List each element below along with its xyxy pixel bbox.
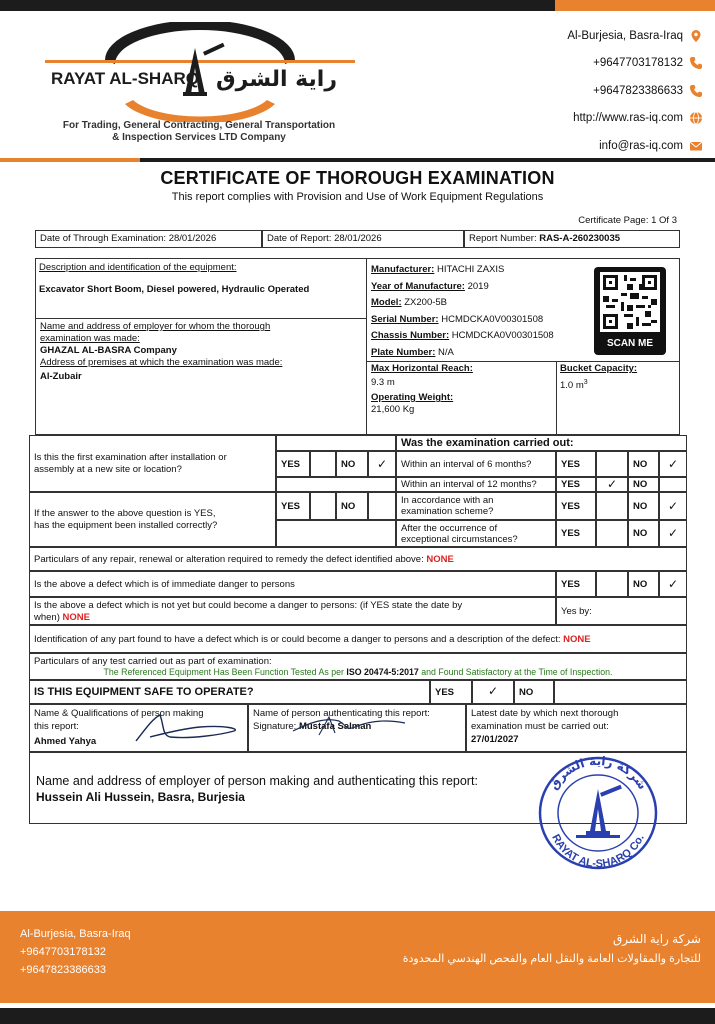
future-text-1: Is the above a defect which is not yet but could become a danger to persons: (if YES state the date by	[34, 600, 463, 611]
yes-by-cell: Yes by:	[556, 597, 687, 625]
int12-no-box[interactable]	[659, 477, 687, 492]
document-title: CERTIFICATE OF THOROUGH EXAMINATION	[160, 168, 555, 188]
int12-yes-label: YES	[556, 477, 596, 492]
auth-label: Name of person authenticating this report:	[253, 708, 430, 719]
maker-signature	[130, 711, 240, 745]
year-value: 2019	[467, 280, 489, 292]
specs-divider	[367, 361, 680, 362]
danger-text: Is the above a defect which is of immediate danger to persons	[29, 571, 556, 597]
maker-label-1: Name & Qualifications of person making	[34, 708, 204, 719]
serial-value: HCMDCKA0V00301508	[441, 313, 544, 325]
maker-value: Ahmed Yahya	[34, 736, 97, 747]
maker-label-2: this report:	[34, 721, 79, 732]
auth-signature-label: Signature:	[253, 721, 297, 732]
q2-line-2: has the equipment been installed correctly?	[34, 520, 218, 531]
report-date-cell	[262, 230, 464, 248]
footer-arabic	[403, 929, 701, 969]
test-text: Particulars of any test carried out as part of examination:	[34, 656, 272, 667]
exceptional-label	[396, 520, 556, 547]
employer-label-1: Name and address of employer for whom the thorough	[40, 321, 271, 332]
int6-no-label: NO	[628, 451, 659, 477]
employer-block	[40, 321, 365, 383]
logo-text-ar: راية الشرق	[215, 67, 337, 92]
contact-email[interactable]: info@ras-iq.com	[599, 139, 683, 152]
q2-no-box[interactable]	[368, 492, 396, 520]
exceptional-label-1: After the occurrence of	[401, 523, 498, 534]
manufacturer-label: Manufacturer:	[371, 264, 435, 275]
contact-address: Al-Burjesia, Basra-Iraq	[567, 29, 683, 42]
safe-no-box[interactable]	[554, 680, 687, 704]
first-exam-question	[29, 435, 276, 492]
auth-cell	[248, 704, 466, 752]
logo-text-en: RAYAT AL-SHARQ	[51, 69, 199, 88]
plate-label: Plate Number:	[371, 346, 436, 358]
exam-date-cell	[35, 230, 262, 248]
report-number-cell	[464, 230, 680, 248]
q2-spacer-bottom	[276, 520, 396, 547]
safe-no-label: NO	[514, 680, 554, 704]
header-separator	[0, 158, 715, 162]
company-logo	[45, 22, 355, 152]
next-label-1: Latest date by which next thorough	[471, 708, 619, 719]
document-subtitle: This report complies with Provision and Use of Work Equipment Regulations	[171, 191, 544, 203]
top-bar-accent	[555, 0, 715, 11]
serial-row	[371, 312, 591, 329]
plate-value: N/A	[438, 346, 454, 358]
next-exam-cell	[466, 704, 687, 752]
contact-phone-2: +9647823386633	[593, 84, 683, 97]
danger-yes-box[interactable]	[596, 571, 628, 597]
danger-no-check[interactable]: ✓	[659, 571, 687, 597]
model-label: Model:	[371, 297, 402, 308]
safe-yes-check[interactable]: ✓	[472, 680, 514, 704]
maker-cell	[29, 704, 248, 752]
plate-row	[371, 345, 591, 362]
globe-icon	[689, 111, 703, 125]
scheme-yes-label: YES	[556, 492, 596, 520]
interval-12-label: Within an interval of 12 months?	[396, 477, 556, 492]
top-bar	[0, 0, 715, 11]
interval-6-label: Within an interval of 6 months?	[396, 451, 556, 477]
int6-yes-box[interactable]	[596, 451, 628, 477]
exceptional-yes-label: YES	[556, 520, 596, 547]
chassis-value: HCMDCKA0V00301508	[451, 330, 554, 341]
footer-ar-line-2: للتجارة والمقاولات العامة والنقل العام والفحص الهندسي المحدودة	[402, 953, 701, 965]
test-row	[29, 653, 687, 680]
scheme-label-2: examination scheme?	[401, 506, 494, 517]
model-row	[371, 295, 591, 312]
repair-text: Particulars of any repair, renewal or alteration required to remedy the defect identified above:	[34, 554, 424, 565]
chassis-label: Chassis Number:	[371, 330, 450, 341]
exceptional-no-check[interactable]: ✓	[659, 520, 687, 547]
report-date-label: Date of Report:	[267, 233, 332, 244]
ident-value: NONE	[563, 634, 591, 645]
reach-label: Max Horizontal Reach:	[371, 363, 473, 374]
footer-phone-1: +9647703178132	[20, 946, 106, 958]
bucket-label: Bucket Capacity:	[560, 363, 638, 374]
premises-label: Address of premises at which the examination was made:	[40, 357, 283, 368]
company-stamp	[536, 753, 660, 871]
location-pin-icon	[689, 29, 703, 43]
future-value: NONE	[62, 612, 90, 623]
phone-icon	[689, 56, 703, 70]
employer-label-2: examination was made:	[40, 333, 140, 344]
bucket-block	[560, 363, 675, 392]
reach-value: 9.3 m	[371, 377, 395, 388]
chassis-row	[371, 328, 591, 345]
email-icon	[689, 139, 703, 153]
weight-value: 21,600 Kg	[371, 404, 415, 415]
footer-address: Al-Burjesia, Basra-Iraq	[20, 928, 131, 940]
contact-phone-1: +9647703178132	[593, 57, 683, 70]
bottom-bar	[0, 1008, 715, 1024]
q2-line-1: If the answer to the above question is YES,	[34, 508, 216, 519]
repair-row	[29, 547, 687, 571]
equipment-specs	[371, 262, 591, 361]
header-contact	[483, 22, 703, 160]
contact-website[interactable]: http://www.ras-iq.com	[573, 112, 683, 125]
manufacturer-value: HITACHI ZAXIS	[436, 264, 505, 275]
ident-text: Identification of any part found to have a defect which is or could become a danger to persons and a description of the defect:	[34, 634, 561, 645]
repair-value: NONE	[426, 554, 454, 565]
test-iso: ISO 20474-5:2017	[346, 667, 419, 677]
q1-line-2: assembly at a new site or location?	[34, 464, 182, 475]
footer-ar-line-1: شركة راية الشرق	[612, 932, 701, 946]
scheme-no-label: NO	[628, 492, 659, 520]
carried-out-title: Was the examination carried out:	[396, 435, 687, 451]
int12-no-label: NO	[628, 477, 659, 492]
q2-no-label: NO	[336, 492, 368, 520]
q2-yes-box[interactable]	[310, 492, 336, 520]
certificate-page: Certificate Page: 1 Of 3	[578, 215, 677, 226]
installed-question	[29, 492, 276, 547]
q1-yes-box[interactable]	[310, 451, 336, 477]
auth-signature	[289, 709, 409, 739]
test-result-1: The Referenced Equipment Has Been Function Tested As per	[103, 667, 344, 677]
model-value: ZX200-5B	[404, 297, 448, 308]
danger-no-label: NO	[628, 571, 659, 597]
employer-auth-value: Hussein Ali Hussein, Basra, Burjesia	[36, 790, 245, 804]
employer-value: GHAZAL AL-BASRA Company	[40, 345, 177, 356]
qr-caption: SCAN ME	[606, 338, 654, 349]
qr-code-graphic	[600, 272, 660, 332]
logo-tagline	[49, 120, 349, 144]
auth-value: Mustafa Salman	[298, 721, 372, 732]
footer-phone-2: +9647823386633	[20, 964, 106, 976]
separator-accent	[0, 158, 140, 162]
q1-no-check[interactable]: ✓	[368, 451, 396, 477]
q1-spacer	[276, 435, 396, 451]
bucket-row	[560, 377, 675, 392]
test-result-2: and Found Satisfactory at the Time of Inspection.	[421, 667, 613, 677]
q2-yes-label: YES	[276, 492, 310, 520]
safe-question: IS THIS EQUIPMENT SAFE TO OPERATE?	[29, 680, 430, 704]
qr-code[interactable]	[594, 267, 666, 355]
test-result	[34, 667, 682, 678]
equipment-divider	[36, 318, 366, 319]
q1-line-1: Is this the first examination after installation or	[34, 452, 227, 463]
bucket-unit-sup: 3	[583, 379, 588, 386]
future-danger-text	[29, 597, 556, 625]
report-number-label: Report Number:	[469, 233, 537, 244]
exam-date-label: Date of Through Examination:	[40, 233, 167, 244]
tagline-line-2: & Inspection Services LTD Company	[112, 132, 286, 143]
reach-weight-block	[371, 363, 551, 416]
danger-yes-label: YES	[556, 571, 596, 597]
bucket-value: 1.0 m	[560, 380, 584, 392]
stamp-english-text: RAYAT AL-SHARQ Co.	[549, 832, 647, 871]
scheme-yes-box[interactable]	[596, 492, 628, 520]
exceptional-no-label: NO	[628, 520, 659, 547]
stamp-arabic-text: شركة راية الشرق	[546, 753, 650, 793]
tagline-line-1: For Trading, General Contracting, General Transportation	[62, 120, 336, 131]
exceptional-label-2: exceptional circumstances?	[401, 534, 518, 545]
phone-icon	[689, 84, 703, 98]
serial-label: Serial Number:	[371, 313, 439, 325]
report-number-value: RAS-A-260230035	[539, 233, 621, 244]
q1-spacer-bottom	[276, 477, 396, 492]
footer-contact	[20, 925, 131, 979]
int6-no-check[interactable]: ✓	[659, 451, 687, 477]
next-label-2: examination must be carried out:	[471, 721, 609, 732]
next-value: 27/01/2027	[471, 734, 519, 745]
year-row	[371, 279, 591, 296]
manufacturer-row	[371, 262, 591, 279]
year-label: Year of Manufacture:	[371, 280, 465, 292]
premises-value: Al-Zubair	[40, 371, 82, 382]
scheme-no-check[interactable]: ✓	[659, 492, 687, 520]
logo-graphic	[45, 22, 355, 122]
q1-no-label: NO	[336, 451, 368, 477]
employer-auth-label: Name and address of employer of person making and authenticating this report:	[36, 774, 478, 788]
future-text-2: when)	[34, 612, 60, 623]
equipment-desc-label: Description and identification of the equipment:	[39, 262, 237, 273]
exceptional-yes-box[interactable]	[596, 520, 628, 547]
scheme-label	[396, 492, 556, 520]
q1-yes-label: YES	[276, 451, 310, 477]
report-date-value: 28/01/2026	[334, 233, 382, 244]
footer	[0, 911, 715, 1003]
weight-label: Operating Weight:	[371, 392, 454, 403]
ident-row	[29, 625, 687, 653]
scheme-label-1: In accordance with an	[401, 495, 494, 506]
int12-yes-check[interactable]: ✓	[596, 477, 628, 492]
specs-vdivider	[556, 361, 557, 435]
safe-yes-label: YES	[430, 680, 472, 704]
int6-yes-label: YES	[556, 451, 596, 477]
equipment-desc-value: Excavator Short Boom, Diesel powered, Hydraulic Operated	[39, 284, 310, 295]
exam-date-value: 28/01/2026	[168, 233, 217, 244]
